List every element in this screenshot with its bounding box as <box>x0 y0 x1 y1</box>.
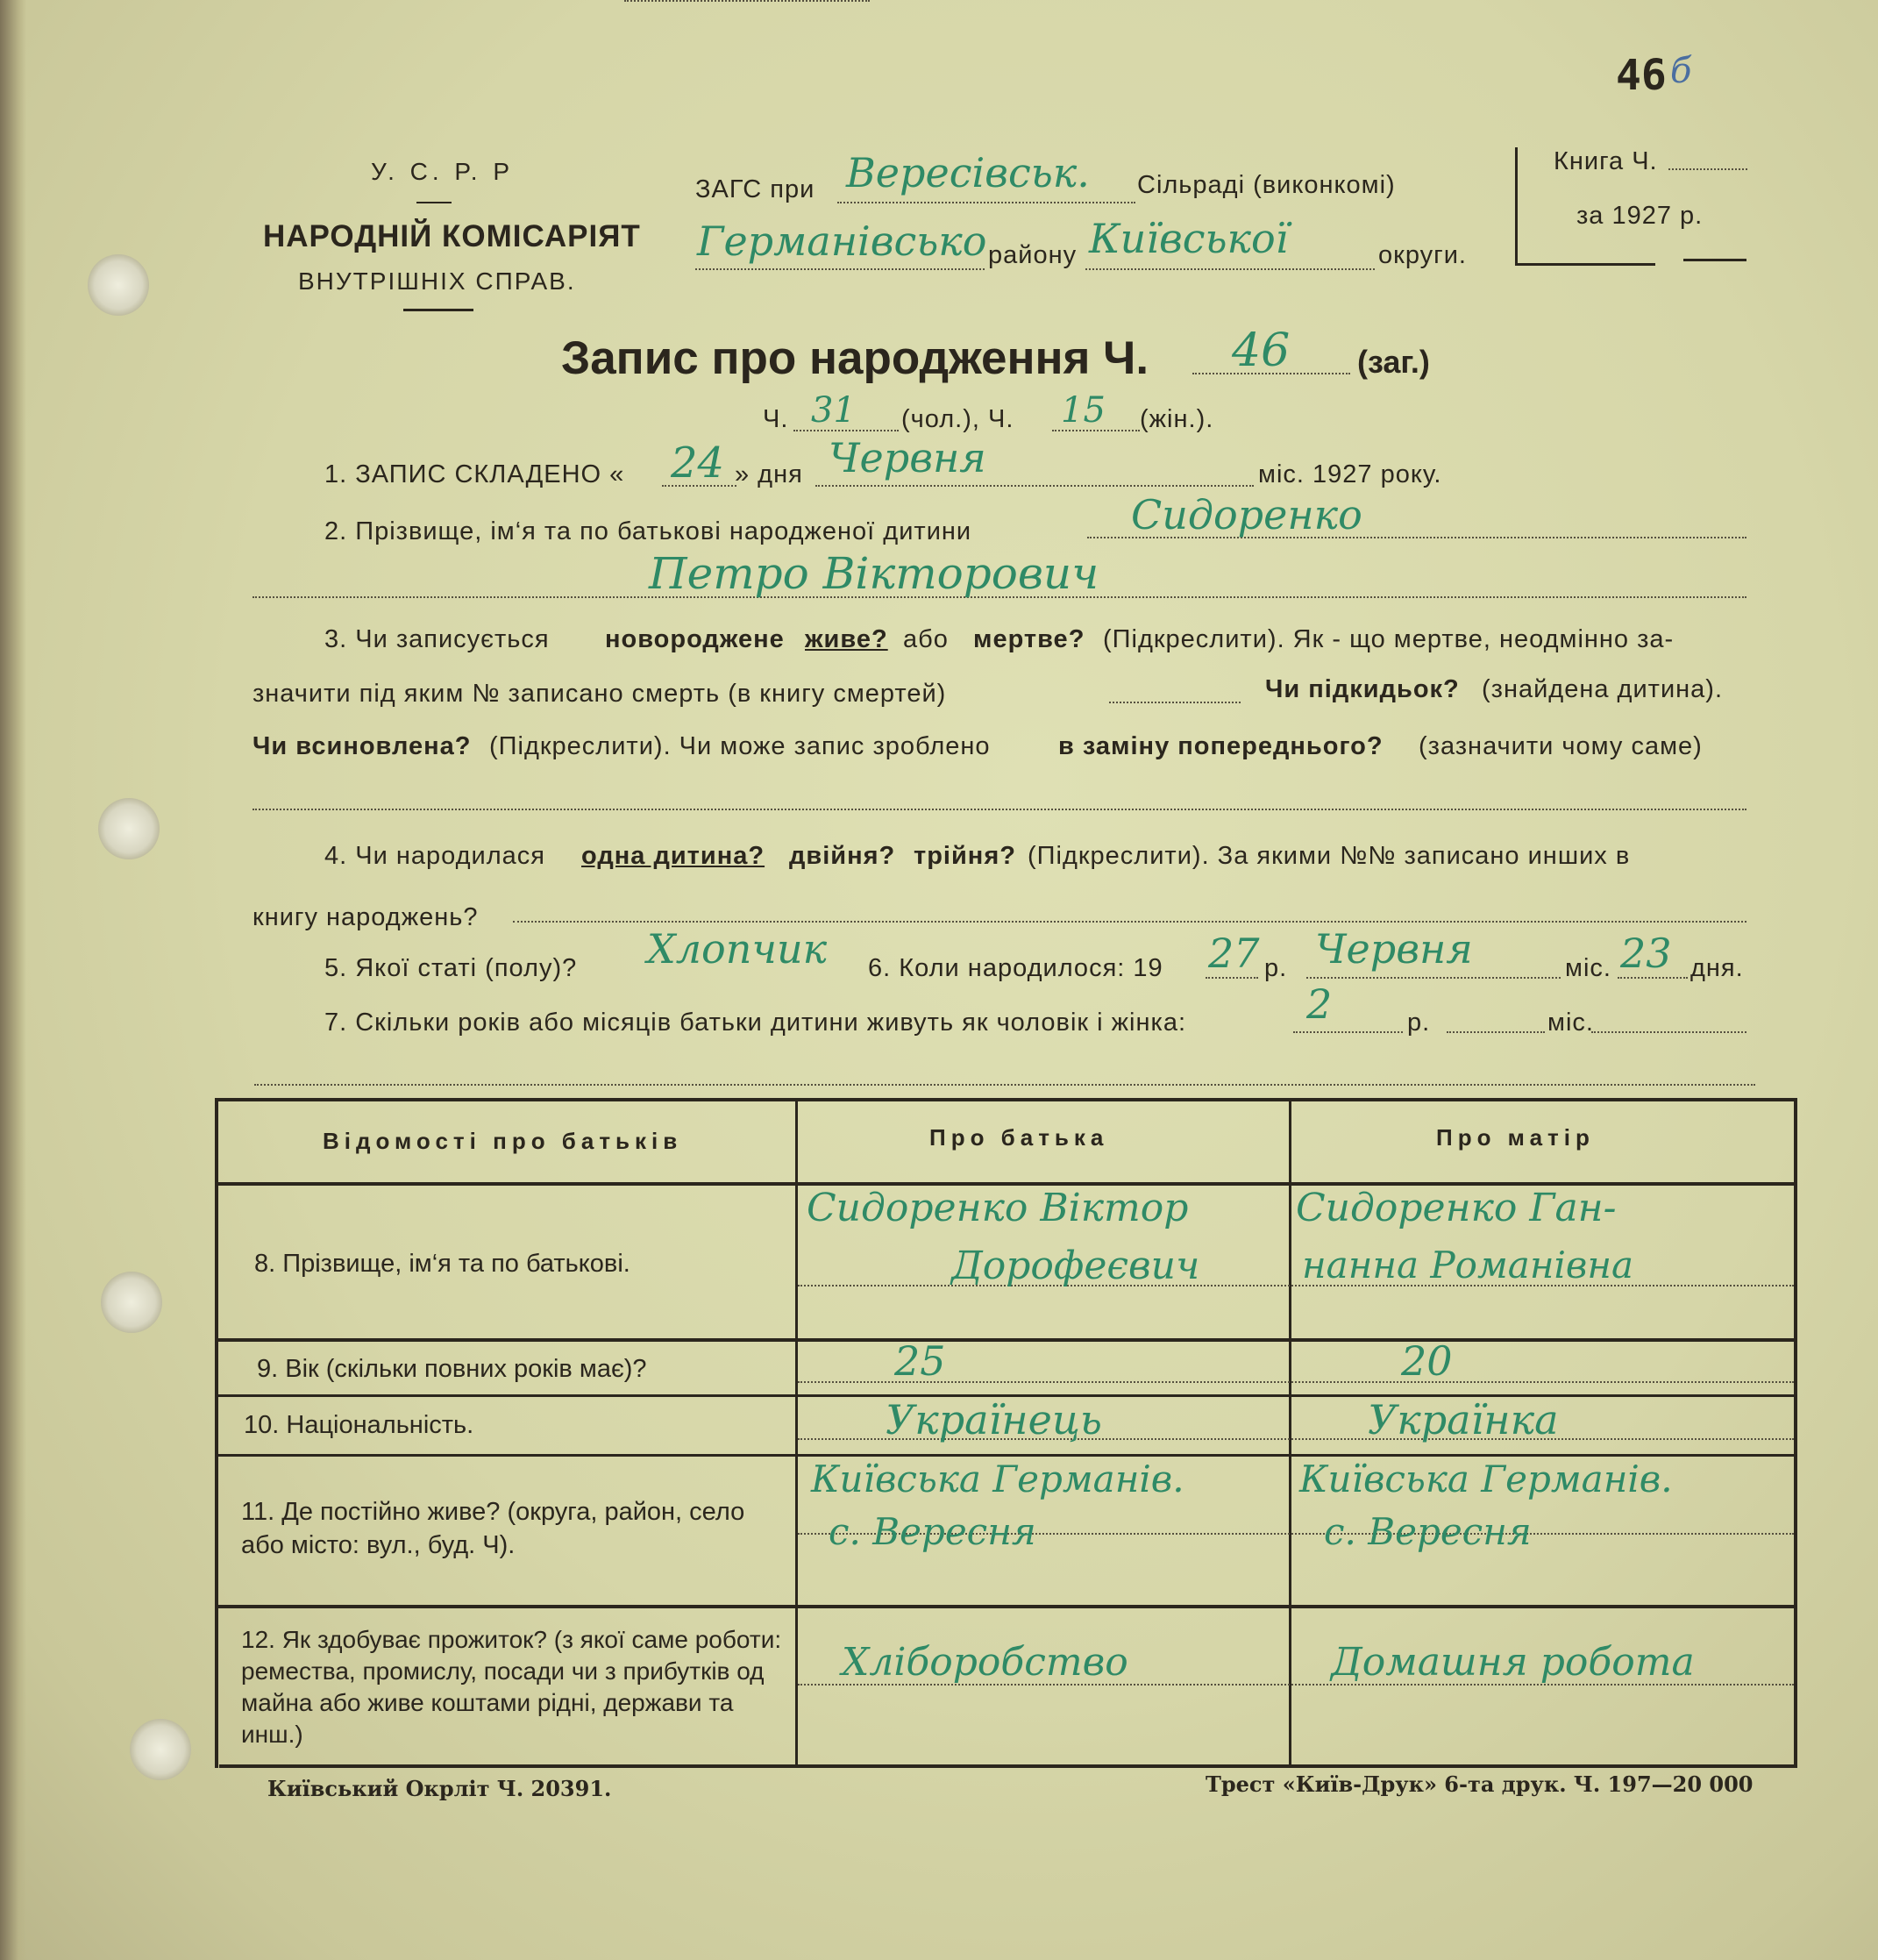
q3-line1-tail: (Підкреслити). Як - що мертве, неодмінно за- <box>1103 625 1675 653</box>
table-right <box>1794 1098 1797 1768</box>
q5-dots <box>624 0 870 2</box>
footer-left: Київський Окрліт Ч. 20391. <box>267 1776 612 1801</box>
birth-day-handwritten: 23 <box>1620 930 1672 977</box>
q6-month-dots <box>1306 977 1561 979</box>
state-name: У. С. Р. Р <box>371 158 515 185</box>
district-handwritten: Германівсько <box>697 217 987 265</box>
male-number-handwritten: 31 <box>811 390 856 431</box>
col-divider-2 <box>1289 1098 1291 1768</box>
row8-label: 8. Прізвище, ім‘я та по батькові. <box>254 1250 630 1278</box>
punch-hole <box>101 1272 162 1333</box>
punch-hole <box>88 254 149 316</box>
father-occupation-handwritten: Хліборобство <box>842 1640 1128 1685</box>
q7-mis: міс. <box>1547 1009 1594 1037</box>
q4-line2: книгу народжень? <box>253 903 479 931</box>
book-box-bottom <box>1515 263 1655 266</box>
divider <box>416 202 452 203</box>
q1-mid: » дня <box>735 460 803 488</box>
q3-death-dots <box>1109 702 1241 703</box>
q3-replacement: в заміну попереднього? <box>1058 732 1384 760</box>
q3-foundling: Чи підкидьок? <box>1265 675 1460 703</box>
table-left <box>215 1098 218 1768</box>
father-residence-handwritten: Київська Германів. <box>811 1458 1184 1500</box>
zags-village-handwritten: Вересівськ. <box>846 149 1090 196</box>
q1-label: 1. ЗАПИС СКЛАДЕНО « <box>324 460 625 488</box>
q4-dots <box>513 921 1746 923</box>
book-box-bottom-right <box>1683 259 1746 261</box>
birth-month-handwritten: Червня <box>1315 925 1473 973</box>
q4-single: одна дитина? <box>581 842 765 870</box>
q4-triplets: трійня? <box>914 842 1016 870</box>
book-label: Книга Ч. <box>1554 147 1658 175</box>
q2-label: 2. Прізвище, ім‘я та по батькові народженої дитини <box>324 517 972 545</box>
book-box-left <box>1515 147 1518 266</box>
q3-found: (знайдена дитина). <box>1482 675 1724 703</box>
council-label: Сільраді (виконкомі) <box>1137 171 1396 199</box>
years-together-handwritten: 2 <box>1306 980 1333 1028</box>
q3-newborn: новороджене <box>605 625 785 653</box>
district-dots <box>695 268 985 270</box>
q6-r: р. <box>1264 954 1288 982</box>
mother-residence-handwritten: Київська Германів. <box>1299 1458 1673 1500</box>
q5-label: 5. Якої статі (полу)? <box>324 954 578 982</box>
child-surname-handwritten: Сидоренко <box>1131 491 1362 538</box>
table-header-mother: Про матір <box>1436 1124 1595 1151</box>
female-number-handwritten: 15 <box>1061 390 1106 431</box>
table-bottom <box>219 1764 1797 1768</box>
table-header-info: Відомості про батьків <box>323 1128 683 1154</box>
q7-tail-dots <box>1591 1031 1746 1033</box>
row9-inner-dots <box>798 1381 1794 1383</box>
q1-month-dots <box>815 485 1254 487</box>
book-year: за 1927 р. <box>1576 202 1704 230</box>
zags-prefix: ЗАГС при <box>695 175 815 203</box>
subtitle-ch: Ч. <box>763 405 789 433</box>
q3-dots-line4 <box>253 809 1746 810</box>
okruha-label: округи. <box>1378 241 1467 269</box>
title-suffix: (заг.) <box>1357 344 1430 380</box>
okruha-dots <box>1085 268 1375 270</box>
row9-label: 9. Вік (скільки повних років має)? <box>257 1355 647 1383</box>
q1-tail: міс. 1927 року. <box>1258 460 1442 488</box>
mother-occupation-handwritten: Домашня робота <box>1331 1640 1695 1685</box>
mother-village-handwritten: с. Вересня <box>1324 1510 1532 1553</box>
punch-hole <box>130 1719 191 1780</box>
q1-day-handwritten: 24 <box>671 438 725 488</box>
q3-dead: мертве? <box>973 625 1085 653</box>
father-village-handwritten: с. Вересня <box>829 1510 1036 1553</box>
child-name-handwritten: Петро Вікторович <box>649 548 1099 599</box>
row12-label: 12. Як здобуває прожиток? (з якої саме роботи: ремества, промислу, посади чи з прибутків од майна або живе коштами рідні, держави та инш.) <box>241 1626 782 1748</box>
q4-e: (Підкреслити). За якими №№ записано инших в <box>1028 842 1631 870</box>
mother-fullname-handwritten: Сидоренко Ган- <box>1296 1186 1617 1230</box>
record-number-handwritten: 46 <box>1232 324 1291 377</box>
q3-line3-tail: (зазначити чому саме) <box>1419 732 1703 760</box>
row11-label: 11. Де постійно живе? (округа, район, село або місто: вул., буд. Ч). <box>241 1498 745 1559</box>
mother-age-handwritten: 20 <box>1401 1337 1453 1385</box>
q3-alive: живе? <box>805 625 888 653</box>
district-label: району <box>988 241 1078 269</box>
row10-label: 10. Національність. <box>244 1411 474 1439</box>
footer-right: Трест «Київ-Друк» 6-та друк. Ч. 197—20 000 <box>1206 1771 1754 1797</box>
father-age-handwritten: 25 <box>894 1337 946 1385</box>
commissariat-subtitle: ВНУТРІШНІХ СПРАВ. <box>298 267 576 295</box>
q3-or: або <box>903 625 949 653</box>
male-label: (чол.), Ч. <box>901 405 1014 433</box>
q7-months-dots <box>1447 1031 1545 1033</box>
q6-mis: міс. <box>1565 954 1611 982</box>
row-divider <box>215 1454 1797 1457</box>
zags-village-dots <box>837 202 1135 203</box>
corner-number: 46 <box>1616 51 1667 100</box>
q4-twins: двійня? <box>789 842 896 870</box>
q7-label: 7. Скільки років або місяців батьки дитини живуть як чоловік і жінка: <box>324 1009 1187 1037</box>
father-fullname-handwritten: Сидоренко Віктор <box>807 1186 1189 1230</box>
punch-hole <box>98 798 160 859</box>
book-dots <box>1668 168 1747 170</box>
page-title: Запис про народження Ч. <box>561 332 1149 384</box>
divider <box>403 309 473 311</box>
q3-adopted: Чи всиновлена? <box>253 732 472 760</box>
table-top <box>215 1098 1797 1101</box>
row-divider <box>215 1338 1797 1342</box>
q6-label: 6. Коли народилося: 19 <box>868 954 1163 982</box>
father-patronymic-handwritten: Дорофеєвич <box>951 1244 1200 1288</box>
q1-month-handwritten: Червня <box>829 434 986 481</box>
row-divider <box>215 1605 1797 1608</box>
col-divider-1 <box>795 1098 798 1768</box>
commissariat-title: НАРОДНІЙ КОМІСАРІЯТ <box>263 219 641 253</box>
q3-line3-b: (Підкреслити). Чи може запис зроблено <box>489 732 991 760</box>
q3-line1-a: 3. Чи записується <box>324 625 550 653</box>
table-header-father: Про батька <box>929 1124 1109 1151</box>
corner-number-handwritten: б <box>1670 51 1692 91</box>
mother-nationality-handwritten: Українка <box>1368 1396 1559 1443</box>
row8-inner-dots <box>798 1285 1794 1286</box>
q4-a: 4. Чи народилася <box>324 842 545 870</box>
q7-years-dots <box>1293 1031 1403 1033</box>
q6-dnia: дня. <box>1690 954 1744 982</box>
birth-year-handwritten: 27 <box>1208 930 1260 977</box>
female-label: (жін.). <box>1140 405 1214 433</box>
father-nationality-handwritten: Українець <box>886 1396 1102 1443</box>
q7-r: р. <box>1407 1009 1431 1037</box>
q7-dots-line2 <box>254 1084 1755 1086</box>
mother-patronymic-handwritten: нанна Романівна <box>1302 1244 1634 1286</box>
q3-line2-a: значити під яким № записано смерть (в книгу смертей) <box>253 680 947 708</box>
child-sex-handwritten: Хлопчик <box>647 925 828 973</box>
q6-day-dots <box>1618 977 1688 979</box>
okruha-handwritten: Київської <box>1089 215 1289 262</box>
q6-year-dots <box>1206 977 1258 979</box>
